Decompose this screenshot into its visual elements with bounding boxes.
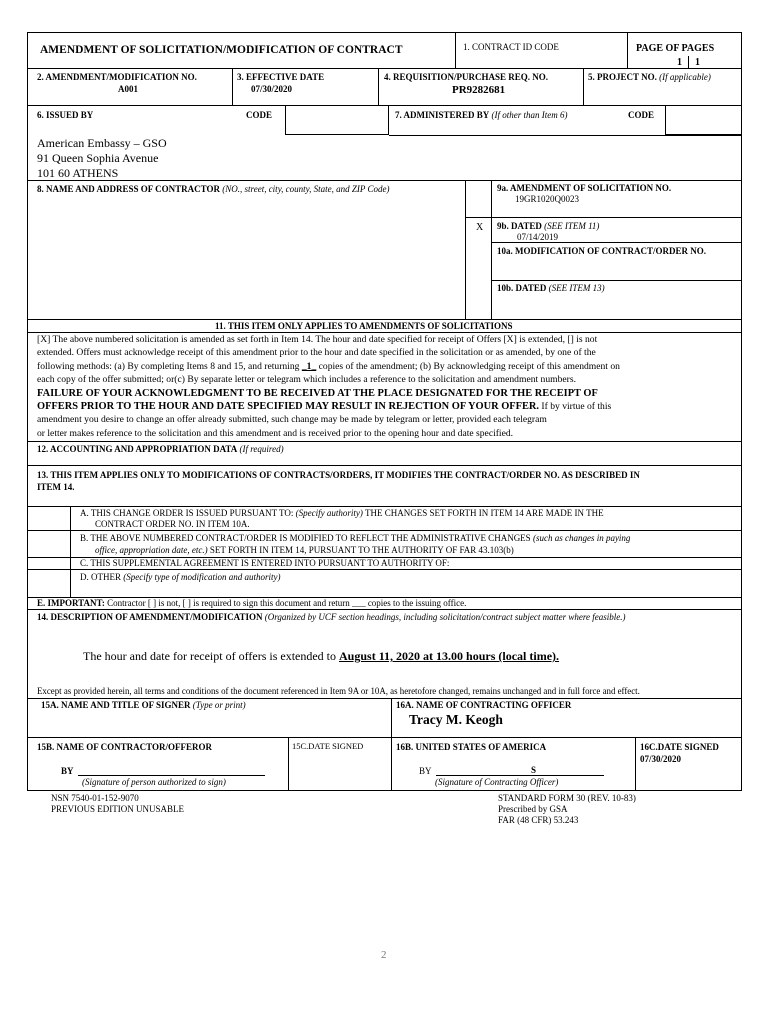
- divider: [491, 280, 742, 281]
- contractor-label: [37, 184, 390, 195]
- item-13-header-2: ITEM 14.: [37, 482, 75, 492]
- contractor-signature-caption: (Signature of person authorized to sign): [82, 777, 226, 787]
- item-e-label: E. IMPORTANT:: [37, 598, 105, 608]
- item-13a-text: THE CHANGES SET FORTH IN ITEM 14 ARE MADE IN THE: [362, 508, 604, 518]
- item-9a-value: 19GR1020Q0023: [515, 194, 580, 204]
- divider: [27, 319, 742, 320]
- item-11-line-part: copies of the amendment; (b) By acknowledging receipt of this amendment on: [316, 360, 620, 372]
- item-13d-line: [80, 572, 280, 583]
- item-13b-line: [80, 533, 630, 544]
- divider: [27, 569, 742, 570]
- divider: [391, 698, 392, 791]
- item-14-label: [37, 612, 626, 623]
- item-11-line: or letter makes reference to the solicitation and this amendment and is received prior to the opening hour and date specified.: [37, 427, 514, 439]
- item-9b-label: [497, 221, 599, 232]
- signer-15c-label: 15C.DATE SIGNED: [292, 741, 364, 751]
- item-9b-label-text: 9b. DATED: [497, 221, 542, 231]
- divider: [288, 737, 289, 791]
- item-11-warning: OFFERS PRIOR TO THE HOUR AND DATE SPECIFIED MAY RESULT IN REJECTION OF YOUR OFFER.: [37, 401, 540, 413]
- divider: [491, 242, 742, 243]
- item-e-blank: ___: [352, 598, 366, 608]
- issued-by-code-field[interactable]: [285, 105, 389, 135]
- item-10b-hint: (SEE ITEM 13): [548, 283, 605, 293]
- item-13b-hint: office, appropriation date, etc.): [95, 545, 208, 555]
- signer-16c-label: 16C.DATE SIGNED: [640, 742, 719, 752]
- item-11-line: amendment you desire to change an offer already submitted, such change may be made by telegram or letter, provided each telegram: [37, 414, 547, 426]
- divider: [27, 180, 742, 181]
- divider: [389, 135, 742, 136]
- page-of-pages-label: PAGE OF PAGES: [636, 43, 715, 54]
- signer-15a-label-text: 15A. NAME AND TITLE OF SIGNER: [41, 700, 191, 710]
- item-13a-hint: (Specify authority): [295, 508, 363, 518]
- copies-count: _1_: [301, 360, 317, 372]
- requisition-no-label: 4. REQUISITION/PURCHASE REQ. NO.: [384, 72, 549, 82]
- item-11-line-part: If by virtue of this: [539, 401, 612, 413]
- divider: [627, 32, 628, 68]
- item-11-warning: FAILURE OF YOUR ACKNOWLEDGMENT TO BE RECEIVED AT THE PLACE DESIGNATED FOR THE RECEIPT OF: [37, 387, 598, 399]
- item-11-line: [X] The above numbered solicitation is amended as set forth in Item 14. The hour and date specified for receipt of Offers [X] is extended, [] is not: [37, 334, 598, 345]
- contractor-hint: (NO., street, city, county, State, and ZIP Code): [222, 184, 390, 194]
- by-label-officer: BY: [419, 766, 432, 776]
- administered-by-label-text: 7. ADMINISTERED BY: [395, 110, 490, 120]
- item-13d-hint: (Specify type of modification and authority): [123, 572, 281, 582]
- nsn-number: NSN 7540-01-152-9070: [51, 793, 139, 803]
- project-no-hint: (If applicable): [659, 72, 711, 82]
- item-14-body-date: August 11, 2020 at 13.00 hours (local time).: [339, 649, 560, 663]
- item-13a-line: [80, 508, 604, 519]
- divider: [465, 180, 466, 319]
- contracting-officer-name: Tracy M. Keogh: [409, 712, 503, 727]
- project-no-label-text: 5. PROJECT NO.: [588, 72, 657, 82]
- issued-by-code-label: CODE: [246, 110, 273, 120]
- item-13b-hint: (such as changes in paying: [532, 533, 631, 543]
- item-11-line: each copy of the offer submitted; or(c) By separate letter or telegram which includes a reference to the solicitation and amendment numbers.: [37, 374, 576, 386]
- officer-signature-line[interactable]: [436, 775, 604, 776]
- signer-16c-value: 07/30/2020: [640, 754, 682, 764]
- page-footer-number: 2: [381, 949, 387, 961]
- divider: [27, 609, 742, 610]
- form-title: AMENDMENT OF SOLICITATION/MODIFICATION OF CONTRACT: [40, 44, 403, 56]
- pages-total-value: 1: [695, 57, 700, 68]
- item-13b-text: SET FORTH IN ITEM 14, PURSUANT TO THE AUTHORITY OF FAR 43.103(b): [207, 545, 514, 555]
- issued-by-label: 6. ISSUED BY: [37, 110, 94, 120]
- item-e-text: copies to the issuing office.: [365, 598, 467, 608]
- item-9b-hint: (SEE ITEM 11): [544, 221, 600, 231]
- previous-edition-note: PREVIOUS EDITION UNUSABLE: [51, 804, 184, 814]
- item-13-header: 13. THIS ITEM APPLIES ONLY TO MODIFICATIONS OF CONTRACTS/ORDERS, IT MODIFIES THE CONTRACT/ORDER NO. AS DESCRIBED IN: [37, 470, 640, 480]
- item-11-header: 11. THIS ITEM ONLY APPLIES TO AMENDMENTS OF SOLICITATIONS: [215, 321, 513, 331]
- item-11-line: [37, 400, 620, 413]
- divider: [70, 506, 71, 597]
- contract-id-label: 1. CONTRACT ID CODE: [463, 42, 559, 52]
- far-reference: FAR (48 CFR) 53.243: [498, 815, 579, 825]
- item-11-text: [37, 333, 620, 440]
- item-10b-label-text: 10b. DATED: [497, 283, 547, 293]
- divider: [455, 32, 456, 68]
- amendment-no-value: A001: [118, 84, 138, 94]
- item-13a-line-2: CONTRACT ORDER NO. IN ITEM 10A.: [95, 519, 250, 529]
- contractor-label-text: 8. NAME AND ADDRESS OF CONTRACTOR: [37, 184, 221, 194]
- item-11-line: extended. Offers must acknowledge receipt of this amendment prior to the hour and date specified in the solicitation or as amended, by one of the: [37, 347, 596, 359]
- divider: [27, 698, 742, 699]
- issuer-address-line-3: 101 60 ATHENS: [37, 166, 119, 180]
- divider: [27, 68, 742, 69]
- item-9a-label: 9a. AMENDMENT OF SOLICITATION NO.: [497, 183, 672, 193]
- requisition-no-value: PR9282681: [452, 84, 506, 96]
- divider: [27, 506, 742, 507]
- item-11-line: [37, 360, 620, 373]
- administered-by-code-field[interactable]: [665, 105, 742, 135]
- item-12-label-text: 12. ACCOUNTING AND APPROPRIATION DATA: [37, 444, 238, 454]
- item-14-footer: Except as provided herein, all terms and conditions of the document referenced in Item 9A or 10A, as heretofore changed, remains unchanged and in full force and effect.: [37, 686, 640, 696]
- item-10b-label: [497, 283, 605, 294]
- item-e-line: [37, 598, 466, 609]
- contractor-signature-line[interactable]: [78, 775, 265, 776]
- item-12-hint: (If required): [239, 444, 284, 454]
- divider: [491, 180, 492, 319]
- by-label-contractor: BY: [61, 766, 74, 776]
- administered-by-label: [395, 110, 568, 121]
- administered-by-hint: (If other than Item 6): [491, 110, 568, 120]
- divider: [465, 217, 742, 218]
- item-12-label: [37, 444, 284, 455]
- officer-signature-mark: S: [531, 765, 537, 775]
- divider: [27, 530, 742, 531]
- item-14-label-text: 14. DESCRIPTION OF AMENDMENT/MODIFICATION: [37, 612, 263, 622]
- item-13d-text: D. OTHER: [80, 572, 124, 582]
- item-10a-label: 10a. MODIFICATION OF CONTRACT/ORDER NO.: [497, 246, 707, 256]
- item-13c-line: C. THIS SUPPLEMENTAL AGREEMENT IS ENTERED INTO PURSUANT TO AUTHORITY OF:: [80, 558, 450, 568]
- signer-16b-label: 16B. UNITED STATES OF AMERICA: [396, 742, 547, 752]
- divider: [27, 465, 742, 466]
- officer-signature-caption: (Signature of Contracting Officer): [435, 777, 559, 787]
- item-11-line-part: following methods: (a) By completing Items 8 and 15, and returning: [37, 360, 302, 372]
- prescribed-by-label: Prescribed by GSA: [498, 804, 568, 814]
- page-number-value: 1: [677, 57, 682, 68]
- standard-form-label: STANDARD FORM 30 (REV. 10-83): [498, 793, 636, 803]
- divider: [635, 737, 636, 791]
- divider: [583, 68, 584, 105]
- signer-15b-label: 15B. NAME OF CONTRACTOR/OFFEROR: [37, 742, 213, 752]
- administered-by-code-label: CODE: [628, 110, 655, 120]
- issuer-address-line-2: 91 Queen Sophia Avenue: [37, 151, 159, 165]
- project-no-label: [588, 72, 711, 83]
- item-14-hint: (Organized by UCF section headings, including solicitation/contract subject matter where feasible.): [264, 612, 626, 622]
- issuer-address-line-1: American Embassy – GSO: [37, 136, 167, 150]
- effective-date-label: 3. EFFECTIVE DATE: [237, 72, 325, 82]
- item-14-body: [83, 649, 559, 663]
- divider: [27, 441, 742, 442]
- item-9b-value: 07/14/2019: [517, 232, 559, 242]
- item-9-checkbox[interactable]: X: [476, 222, 484, 233]
- divider: [378, 68, 379, 105]
- item-13b-text: B. THE ABOVE NUMBERED CONTRACT/ORDER IS MODIFIED TO REFLECT THE ADMINISTRATIVE CHANGES: [80, 533, 533, 543]
- item-13b-line-2: [95, 545, 514, 556]
- effective-date-value: 07/30/2020: [251, 84, 293, 94]
- divider: [232, 68, 233, 105]
- signer-15a-hint: (Type or print): [192, 700, 246, 710]
- signer-15a-label: [41, 700, 246, 711]
- amendment-no-label: 2. AMENDMENT/MODIFICATION NO.: [37, 72, 197, 82]
- signer-16a-label: 16A. NAME OF CONTRACTING OFFICER: [396, 700, 572, 710]
- item-13a-text: A. THIS CHANGE ORDER IS ISSUED PURSUANT TO:: [80, 508, 296, 518]
- item-e-text: Contractor [ ] is not, [ ] is required to sign this document and return: [104, 598, 353, 608]
- item-14-body-text: The hour and date for receipt of offers is extended to: [83, 649, 340, 663]
- divider: [688, 56, 689, 68]
